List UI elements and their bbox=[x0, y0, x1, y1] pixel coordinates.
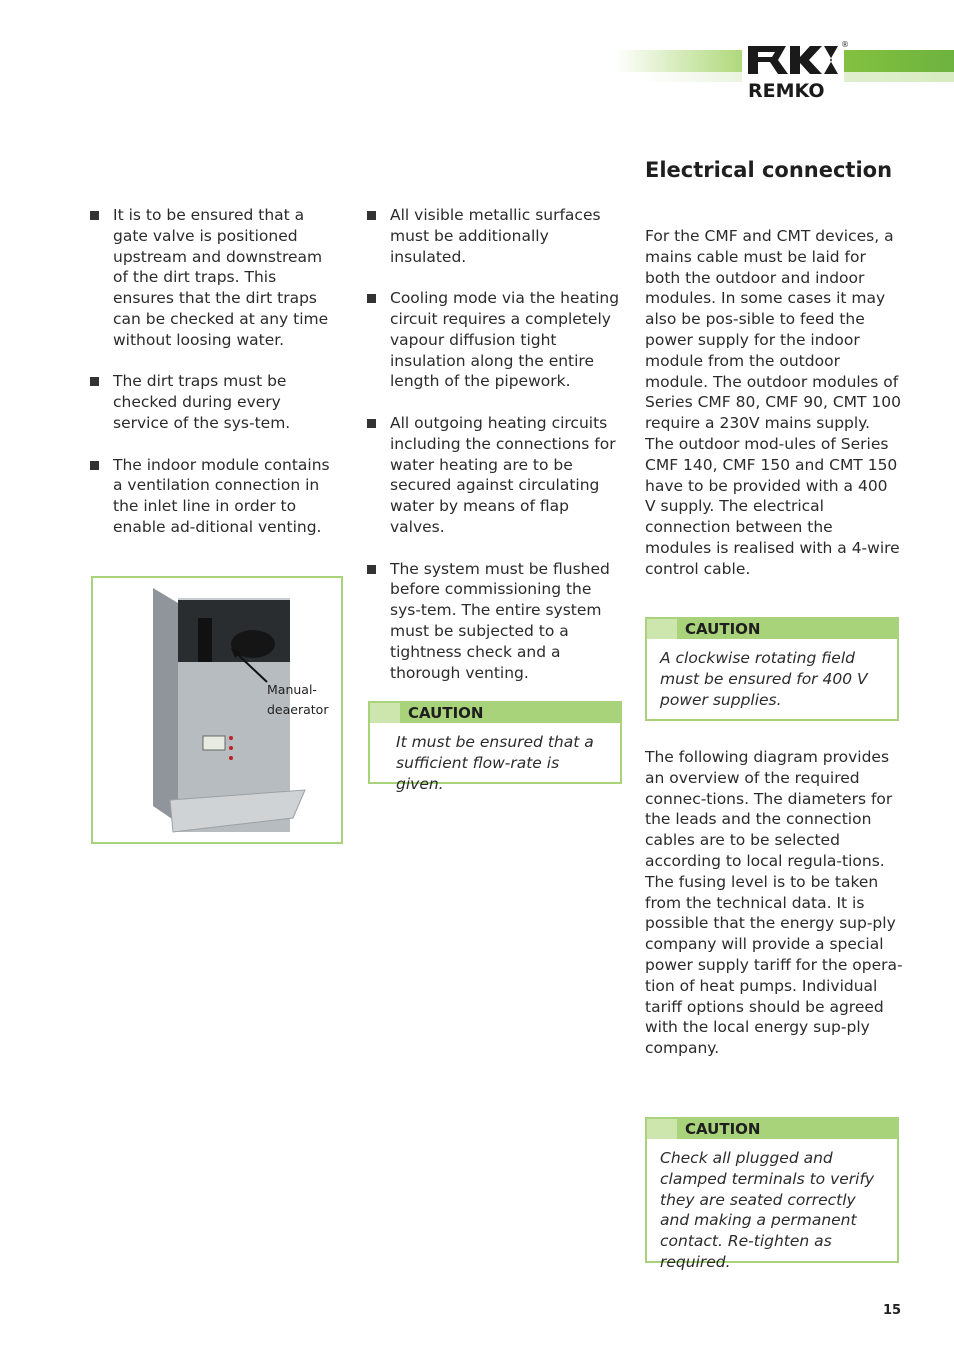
registered-mark: ® bbox=[841, 40, 849, 49]
intro-paragraph: For the CMF and CMT devices, a mains cable must be laid for both the outdoor and indoor modules. In some cases it may also be pos-sible to feed the power supply for the indoor module from the outdoor module. The outdoor modules of Series CMF 80, CMF 90, CMT 100 require a 230V mains supply. The outdoor mod-ules of Series CMF 140, CMF 150 and CMT 150 have to be provided with a 400 V supply. The electrical connection between the modules is realised with a 4-wire control cable. bbox=[645, 227, 901, 578]
caution-box-rotating bbox=[645, 617, 899, 721]
list-item bbox=[367, 413, 625, 538]
square-bullet-icon bbox=[90, 211, 99, 220]
caution-text: A clockwise rotating field must be ensured for 400 V power supplies. bbox=[660, 649, 868, 709]
list-item-text: Cooling mode via the heating circuit requires a completely vapour diffusion tight insulation along the entire length of the pipework. bbox=[390, 289, 620, 391]
logo-wordmark: REMKO bbox=[748, 80, 825, 102]
list-item bbox=[367, 205, 625, 267]
square-bullet-icon bbox=[367, 565, 376, 574]
list-item-text: The dirt traps must be checked during every service of the sys-tem. bbox=[113, 372, 291, 432]
list-item bbox=[90, 205, 340, 351]
middle-column bbox=[367, 205, 625, 704]
list-item bbox=[367, 559, 625, 684]
caution-title: CAUTION bbox=[408, 704, 484, 722]
caution-text: It must be ensured that a sufficient flow-rate is given. bbox=[396, 733, 594, 793]
square-bullet-icon bbox=[90, 461, 99, 470]
caution-notch bbox=[647, 1119, 677, 1139]
caution-header bbox=[647, 1119, 897, 1139]
page-number: 15 bbox=[883, 1303, 902, 1318]
list-item-text: All outgoing heating circuits including the connections for water heating are to be secured against circulating water by means of flap valves. bbox=[390, 413, 616, 536]
list-item-text: It is to be ensured that a gate valve is positioned upstream and downstream of the dirt traps. This ensures that the dirt traps can be checked at any time without loosing water. bbox=[113, 206, 329, 349]
left-column bbox=[90, 205, 340, 559]
list-item bbox=[367, 288, 625, 392]
list-item-text: All visible metallic surfaces must be additionally insulated. bbox=[390, 206, 601, 266]
list-item bbox=[90, 371, 340, 433]
caution-title: CAUTION bbox=[685, 1120, 761, 1138]
remko-logo bbox=[742, 40, 844, 104]
figure-label-line: deaerator bbox=[267, 702, 329, 717]
list-item bbox=[90, 455, 340, 538]
bullet-list-middle bbox=[367, 205, 625, 683]
section-heading: Electrical connection bbox=[645, 158, 893, 182]
figure-label bbox=[267, 680, 328, 720]
diagram-paragraph: The following diagram provides an overview of the required connec-tions. The diameters for the leads and the connection cables are to be selected according to local regula-tions. The fusing level is to be taken from the technical data. It is possible that the energy sup-ply company will provide a special power supply tariff for the opera-tion of heat pumps. Individual tariff options should be agreed with the local energy sup-ply company. bbox=[645, 748, 903, 1058]
list-item-text: The indoor module contains a ventilation connection in the inlet line in order to enable ad-ditional venting. bbox=[113, 455, 330, 536]
caution-title: CAUTION bbox=[685, 620, 761, 638]
remko-logo-icon bbox=[742, 40, 844, 80]
caution-header bbox=[647, 619, 897, 639]
indoor-module-figure bbox=[91, 576, 343, 844]
square-bullet-icon bbox=[367, 419, 376, 428]
square-bullet-icon bbox=[367, 294, 376, 303]
caution-notch bbox=[370, 703, 400, 723]
caution-notch bbox=[647, 619, 677, 639]
caution-text: Check all plugged and clamped terminals to verify they are seated correctly and making a permanent contact. Re-tighten as required. bbox=[660, 1149, 875, 1271]
list-item-text: The system must be flushed before commissioning the sys-tem. The entire system must be subjected to a tightness check and a thorough venting. bbox=[390, 559, 610, 682]
bullet-list-left bbox=[90, 205, 340, 538]
square-bullet-icon bbox=[367, 211, 376, 220]
caution-box-terminals bbox=[645, 1117, 899, 1271]
figure-label-line: Manual- bbox=[267, 682, 317, 697]
square-bullet-icon bbox=[90, 377, 99, 386]
caution-header bbox=[370, 703, 620, 723]
caution-box-flow bbox=[368, 701, 622, 793]
